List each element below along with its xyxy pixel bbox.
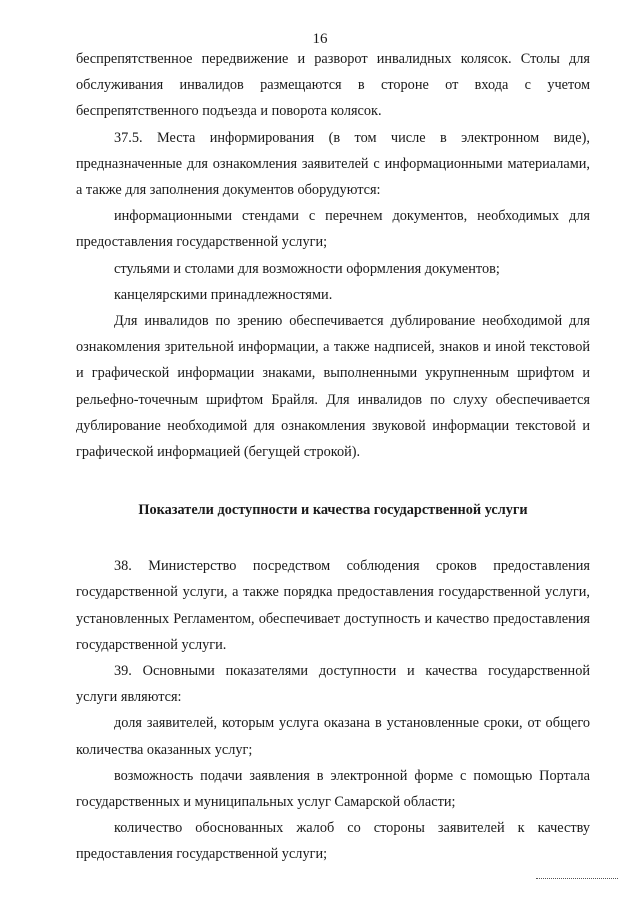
section-heading: Показатели доступности и качества государственной услуги <box>138 502 528 519</box>
footer-divider <box>536 878 618 879</box>
paragraph-intro: беспрепятственное передвижение и разворот инвалидных колясок. Столы для обслуживания инвалидов размещаются в стороне от входа с учетом беспрепятственного подъезда и поворота колясок. <box>76 51 590 120</box>
paragraph-37-5: 37.5. Места информирования (в том числе в электронном виде), предназначенные для ознакомления заявителей с информационными материалами, а также для заполнения документов оборудуются: <box>76 129 590 199</box>
list-item-chairs: стульями и столами для возможности оформления документов; <box>114 260 500 277</box>
list-item-stands: информационными стендами с перечнем документов, необходимых для предоставления государственной услуги; <box>76 208 590 251</box>
document-body <box>76 46 590 868</box>
list-item-portal: возможность подачи заявления в электронной форме с помощью Портала государственных и муниципальных услуг Самарской области; <box>76 767 590 811</box>
list-item-stationery: канцелярскими принадлежностями. <box>114 286 333 303</box>
paragraph-39: 39. Основными показателями доступности и качества государственной услуги являются: <box>76 663 590 706</box>
paragraph-disabled-access: Для инвалидов по зрению обеспечивается дублирование необходимой для ознакомления зрительной информации, а также надписей, знаков и иной текстовой и графической информации знаками, выполненными укрупненным шрифтом и рельефно-точечным шрифтом Брайля. Для инвалидов по слуху обеспечивается дублирование необходимой для ознакомления звуковой информации текстовой и графической информацией (бегущей строкой). <box>76 313 590 461</box>
list-item-share: доля заявителей, которым услуга оказана в установленные сроки, от общего количества оказанных услуг; <box>76 715 590 758</box>
list-item-complaints: количество обоснованных жалоб со стороны заявителей к качеству предоставления государственной услуги; <box>76 820 590 863</box>
page-number: 16 <box>312 31 328 47</box>
paragraph-38: 38. Министерство посредством соблюдения сроков предоставления государственной услуги, а также порядка предоставления государственной услуги, установленных Регламентом, обеспечивает доступность и качество предоставления государственной услуги. <box>76 558 590 653</box>
